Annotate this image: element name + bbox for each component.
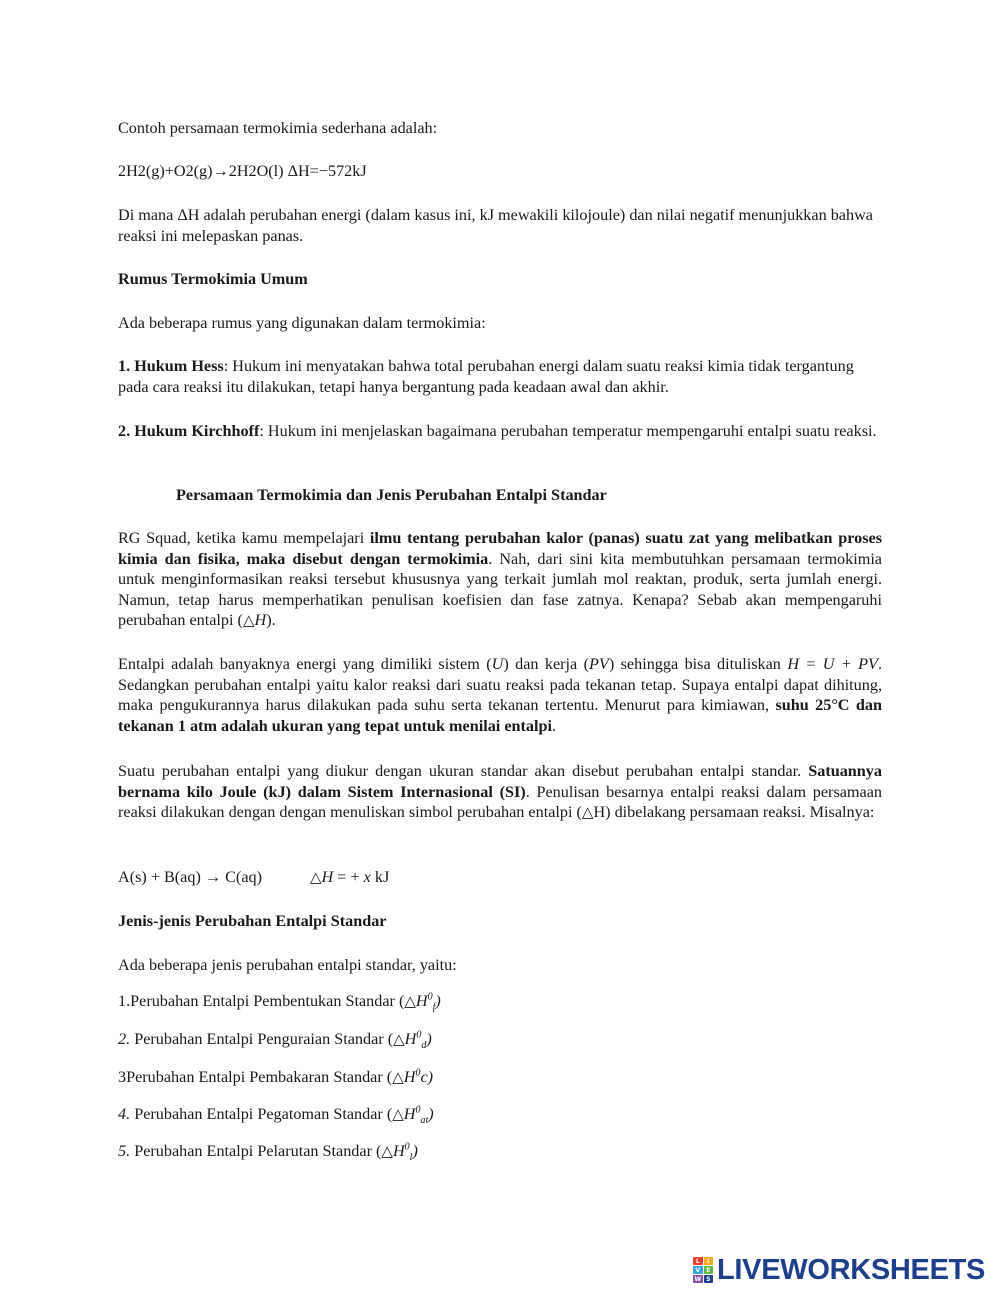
intro-text: Contoh persamaan termokimia sederhana adalah:: [118, 119, 438, 137]
hukum-hess-label: 1. Hukum Hess: [118, 357, 224, 375]
explanation-paragraph: Di mana ΔH adalah perubahan energi (dalam kasus ini, kJ mewakili kilojoule) dan nilai negatif menunjukkan bahwa reaksi ini melepaskan panas.: [118, 206, 873, 245]
equation-water: 2H2(g)+O2(g)→2H2O(l) ΔH=−572kJ: [118, 162, 367, 180]
list-item: 5. Perubahan Entalpi Pelarutan Standar $(\triangle H^0_l)$: [118, 1141, 418, 1164]
delta-icon: △: [393, 1032, 405, 1048]
equation-example: A(s) + B(aq) → C(aq) △H = + x kJ: [118, 868, 390, 886]
delta-icon: △: [392, 1107, 404, 1123]
delta-icon: △: [404, 994, 416, 1010]
enthalpy-formula: H = U + PV: [787, 655, 878, 673]
list-item: 2. Perubahan Entalpi Penguraian Standar $(\triangle H^0_d)$: [118, 1029, 432, 1052]
hukum-hess-text: : Hukum ini menyatakan bahwa total perubahan energi dalam suatu reaksi kimia tidak tergantung pada cara reaksi itu dilakukan, tetapi hanya bergantung pada keadaan awal dan akhir.: [118, 357, 854, 396]
list-item: 4. Perubahan Entalpi Pegatoman Standar $(\triangle H^0_{at})$: [118, 1104, 434, 1127]
liveworksheets-logo[interactable]: [693, 1254, 985, 1286]
jenis-intro: Ada beberapa jenis perubahan entalpi standar, yaitu:: [118, 956, 457, 974]
hukum-kirchhoff-text: : Hukum ini menjelaskan bagaimana perubahan temperatur mempengaruhi entalpi suatu reaksi.: [259, 422, 877, 440]
paragraph-rg-squad: RG Squad, ketika kamu mempelajari ilmu tentang perubahan kalor (panas) suatu zat yang melibatkan proses kimia dan fisika, maka disebut dengan termokimia. Nah, dari sini kita membutuhkan persamaan termokimia untuk menginformasikan reaksi tersebut khususnya yang terkait jumlah mol reaktan, produk, serta jumlah energi. Namun, tetap harus memperhatikan penulisan koefisien dan fase zatnya. Kenapa? Sebab akan mempengaruhi perubahan entalpi (△H).: [118, 529, 882, 630]
rumus-intro: Ada beberapa rumus yang digunakan dalam termokimia:: [118, 314, 486, 332]
hukum-kirchhoff-paragraph: [118, 421, 882, 442]
hukum-hess-paragraph: [118, 356, 882, 397]
hukum-kirchhoff-label: 2. Hukum Kirchhoff: [118, 422, 260, 440]
delta-icon: △: [310, 870, 322, 886]
heading-jenis: Jenis-jenis Perubahan Entalpi Standar: [118, 912, 387, 930]
paragraph-standar: Suatu perubahan entalpi yang diukur dengan ukuran standar akan disebut perubahan entalpi standar. Satuannya bernama kilo Joule (kJ) dalam Sistem Internasional (SI). Penulisan besarnya entalpi reaksi dalam persamaan reaksi dilakukan dengan dengan menuliskan simbol perubahan entalpi (△H) dibelakang persamaan reaksi. Misalnya:: [118, 762, 882, 822]
heading-persamaan: Persamaan Termokimia dan Jenis Perubahan Entalpi Standar: [176, 486, 607, 504]
delta-icon: △: [392, 1070, 404, 1086]
list-item: 3Perubahan Entalpi Pembakaran Standar $(\triangle H^0c)$: [118, 1067, 434, 1086]
delta-icon: △: [242, 613, 255, 630]
delta-icon: △: [581, 805, 594, 822]
heading-rumus: Rumus Termokimia Umum: [118, 270, 308, 288]
list-item: 1.Perubahan Entalpi Pembentukan Standar $(\triangle H^0_f)$: [118, 991, 441, 1014]
paragraph-entalpi: Entalpi adalah banyaknya energi yang dimiliki sistem (U) dan kerja (PV) sehingga bisa dituliskan H = U + PV. Sedangkan perubahan entalpi yaitu kalor reaksi dari suatu reaksi pada tekanan tetap. Supaya entalpi dapat dihitung, maka pengukurannya harus dilakukan pada suhu serta tekanan tertentu. Menurut para kimiawan, suhu 25°C dan tekanan 1 atm adalah ukuran yang tepat untuk menilai entalpi.: [118, 655, 882, 735]
liveworksheets-icon: L I V E W S: [693, 1257, 713, 1283]
liveworksheets-wordmark: LIVEWORKSHEETS: [717, 1253, 986, 1286]
delta-icon: △: [381, 1144, 393, 1160]
